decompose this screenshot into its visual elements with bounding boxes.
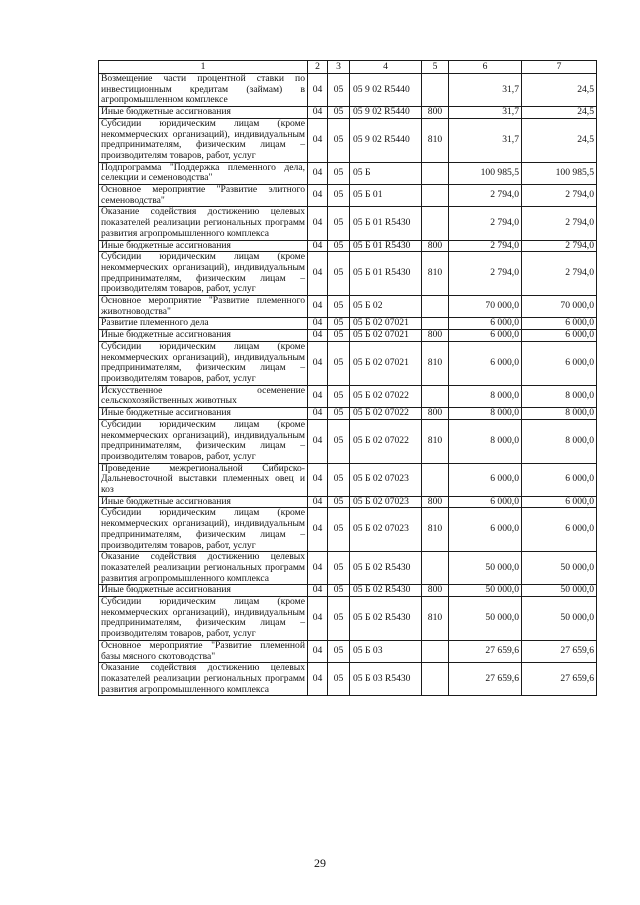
amount-col7-cell: 27 659,6 bbox=[522, 640, 597, 662]
subsection-code-cell: 05 bbox=[328, 252, 350, 296]
amount-col7-cell: 8 000,0 bbox=[522, 419, 597, 463]
target-article-cell: 05 Б 02 R5430 bbox=[350, 552, 422, 585]
amount-col7-cell: 50 000,0 bbox=[522, 597, 597, 641]
section-code-cell: 04 bbox=[308, 252, 328, 296]
table-row bbox=[99, 162, 597, 184]
target-article-cell: 05 Б 02 bbox=[350, 296, 422, 318]
table-row bbox=[99, 296, 597, 318]
table-row bbox=[99, 74, 597, 107]
row-name-cell: Основное мероприятие "Развитие племенной базы мясного скотоводства" bbox=[99, 640, 308, 662]
table-row bbox=[99, 508, 597, 552]
amount-col6-cell: 31,7 bbox=[449, 74, 522, 107]
subsection-code-cell: 05 bbox=[328, 419, 350, 463]
expense-type-cell bbox=[422, 185, 449, 207]
expense-type-cell bbox=[422, 552, 449, 585]
row-name-cell: Субсидии юридическим лицам (кроме некоммерческих организаций), индивидуальным предпринимателям, физическим лицам – производителям товаров, работ, услуг bbox=[99, 341, 308, 385]
expense-type-cell bbox=[422, 385, 449, 407]
expense-type-cell bbox=[422, 463, 449, 496]
subsection-code-cell: 05 bbox=[328, 597, 350, 641]
expense-type-cell bbox=[422, 663, 449, 696]
subsection-code-cell: 05 bbox=[328, 318, 350, 330]
section-code-cell: 04 bbox=[308, 207, 328, 240]
amount-col6-cell: 100 985,5 bbox=[449, 162, 522, 184]
target-article-cell: 05 Б 01 R5430 bbox=[350, 207, 422, 240]
budget-allocation-table bbox=[98, 60, 597, 696]
amount-col7-cell: 6 000,0 bbox=[522, 496, 597, 508]
amount-col7-cell: 2 794,0 bbox=[522, 185, 597, 207]
row-name-cell: Оказание содействия достижению целевых показателей реализации региональных программ развития агропромышленного комплекса bbox=[99, 663, 308, 696]
expense-type-cell: 800 bbox=[422, 330, 449, 342]
table-row bbox=[99, 597, 597, 641]
subsection-code-cell: 05 bbox=[328, 463, 350, 496]
expense-type-cell bbox=[422, 162, 449, 184]
row-name-cell: Оказание содействия достижению целевых показателей реализации региональных программ развития агропромышленного комплекса bbox=[99, 207, 308, 240]
table-row bbox=[99, 252, 597, 296]
target-article-cell: 05 9 02 R5440 bbox=[350, 74, 422, 107]
expense-type-cell: 810 bbox=[422, 252, 449, 296]
expense-type-cell: 800 bbox=[422, 585, 449, 597]
target-article-cell: 05 9 02 R5440 bbox=[350, 107, 422, 119]
subsection-code-cell: 05 bbox=[328, 408, 350, 420]
target-article-cell: 05 Б 02 07021 bbox=[350, 318, 422, 330]
amount-col7-cell: 2 794,0 bbox=[522, 207, 597, 240]
column-header-4: 4 bbox=[350, 61, 422, 74]
target-article-cell: 05 Б 01 R5430 bbox=[350, 252, 422, 296]
amount-col6-cell: 31,7 bbox=[449, 107, 522, 119]
subsection-code-cell: 05 bbox=[328, 640, 350, 662]
row-name-cell: Иные бюджетные ассигнования bbox=[99, 408, 308, 420]
row-name-cell: Иные бюджетные ассигнования bbox=[99, 585, 308, 597]
amount-col6-cell: 8 000,0 bbox=[449, 408, 522, 420]
subsection-code-cell: 05 bbox=[328, 185, 350, 207]
table-row bbox=[99, 118, 597, 162]
subsection-code-cell: 05 bbox=[328, 118, 350, 162]
subsection-code-cell: 05 bbox=[328, 296, 350, 318]
amount-col6-cell: 2 794,0 bbox=[449, 240, 522, 252]
amount-col7-cell: 8 000,0 bbox=[522, 408, 597, 420]
expense-type-cell bbox=[422, 640, 449, 662]
amount-col6-cell: 6 000,0 bbox=[449, 508, 522, 552]
row-name-cell: Иные бюджетные ассигнования bbox=[99, 107, 308, 119]
target-article-cell: 05 Б 01 R5430 bbox=[350, 240, 422, 252]
section-code-cell: 04 bbox=[308, 318, 328, 330]
amount-col6-cell: 27 659,6 bbox=[449, 663, 522, 696]
table-row bbox=[99, 385, 597, 407]
section-code-cell: 04 bbox=[308, 107, 328, 119]
section-code-cell: 04 bbox=[308, 162, 328, 184]
section-code-cell: 04 bbox=[308, 185, 328, 207]
expense-type-cell: 810 bbox=[422, 419, 449, 463]
table-row bbox=[99, 496, 597, 508]
table-row bbox=[99, 330, 597, 342]
amount-col6-cell: 50 000,0 bbox=[449, 552, 522, 585]
table-row bbox=[99, 419, 597, 463]
table-row bbox=[99, 585, 597, 597]
amount-col7-cell: 2 794,0 bbox=[522, 252, 597, 296]
table-row bbox=[99, 240, 597, 252]
amount-col7-cell: 24,5 bbox=[522, 107, 597, 119]
column-header-5: 5 bbox=[422, 61, 449, 74]
amount-col7-cell: 6 000,0 bbox=[522, 318, 597, 330]
expense-type-cell: 800 bbox=[422, 496, 449, 508]
row-name-cell: Основное мероприятие "Развитие племенного животноводства" bbox=[99, 296, 308, 318]
target-article-cell: 05 Б 02 07022 bbox=[350, 419, 422, 463]
table-body bbox=[99, 74, 597, 696]
section-code-cell: 04 bbox=[308, 74, 328, 107]
table-row bbox=[99, 341, 597, 385]
row-name-cell: Возмещение части процентной ставки по инвестиционным кредитам (займам) в агропромышленном комплексе bbox=[99, 74, 308, 107]
row-name-cell: Иные бюджетные ассигнования bbox=[99, 240, 308, 252]
row-name-cell: Иные бюджетные ассигнования bbox=[99, 496, 308, 508]
section-code-cell: 04 bbox=[308, 408, 328, 420]
column-header-3: 3 bbox=[328, 61, 350, 74]
section-code-cell: 04 bbox=[308, 296, 328, 318]
section-code-cell: 04 bbox=[308, 341, 328, 385]
row-name-cell: Субсидии юридическим лицам (кроме некоммерческих организаций), индивидуальным предпринимателям, физическим лицам – производителям товаров, работ, услуг bbox=[99, 508, 308, 552]
expense-type-cell: 810 bbox=[422, 597, 449, 641]
target-article-cell: 05 Б 02 07023 bbox=[350, 496, 422, 508]
expense-type-cell: 810 bbox=[422, 118, 449, 162]
amount-col6-cell: 2 794,0 bbox=[449, 207, 522, 240]
amount-col7-cell: 6 000,0 bbox=[522, 330, 597, 342]
target-article-cell: 05 Б 02 R5430 bbox=[350, 585, 422, 597]
row-name-cell: Искусственное осеменение сельскохозяйственных животных bbox=[99, 385, 308, 407]
expense-type-cell: 810 bbox=[422, 341, 449, 385]
target-article-cell: 05 Б 02 07023 bbox=[350, 463, 422, 496]
page-number: 29 bbox=[314, 856, 326, 870]
subsection-code-cell: 05 bbox=[328, 496, 350, 508]
amount-col6-cell: 6 000,0 bbox=[449, 318, 522, 330]
target-article-cell: 05 Б 03 R5430 bbox=[350, 663, 422, 696]
target-article-cell: 05 Б 02 R5430 bbox=[350, 597, 422, 641]
section-code-cell: 04 bbox=[308, 552, 328, 585]
table-row bbox=[99, 640, 597, 662]
amount-col6-cell: 50 000,0 bbox=[449, 597, 522, 641]
subsection-code-cell: 05 bbox=[328, 663, 350, 696]
section-code-cell: 04 bbox=[308, 419, 328, 463]
amount-col6-cell: 2 794,0 bbox=[449, 185, 522, 207]
section-code-cell: 04 bbox=[308, 663, 328, 696]
amount-col7-cell: 50 000,0 bbox=[522, 585, 597, 597]
amount-col6-cell: 6 000,0 bbox=[449, 330, 522, 342]
row-name-cell: Субсидии юридическим лицам (кроме некоммерческих организаций), индивидуальным предпринимателям, физическим лицам – производителям товаров, работ, услуг bbox=[99, 419, 308, 463]
target-article-cell: 05 Б 02 07023 bbox=[350, 508, 422, 552]
section-code-cell: 04 bbox=[308, 385, 328, 407]
amount-col6-cell: 70 000,0 bbox=[449, 296, 522, 318]
target-article-cell: 05 Б 03 bbox=[350, 640, 422, 662]
subsection-code-cell: 05 bbox=[328, 552, 350, 585]
subsection-code-cell: 05 bbox=[328, 240, 350, 252]
target-article-cell: 05 9 02 R5440 bbox=[350, 118, 422, 162]
row-name-cell: Подпрограмма "Поддержка племенного дела, селекции и семеноводства" bbox=[99, 162, 308, 184]
row-name-cell: Основное мероприятие "Развитие элитного семеноводства" bbox=[99, 185, 308, 207]
table-row bbox=[99, 185, 597, 207]
row-name-cell: Проведение межрегиональной Сибирско-Дальневосточной выставки племенных овец и коз bbox=[99, 463, 308, 496]
expense-type-cell: 810 bbox=[422, 508, 449, 552]
subsection-code-cell: 05 bbox=[328, 330, 350, 342]
amount-col6-cell: 27 659,6 bbox=[449, 640, 522, 662]
amount-col7-cell: 2 794,0 bbox=[522, 240, 597, 252]
table-row bbox=[99, 663, 597, 696]
column-header-6: 6 bbox=[449, 61, 522, 74]
section-code-cell: 04 bbox=[308, 463, 328, 496]
target-article-cell: 05 Б 01 bbox=[350, 185, 422, 207]
subsection-code-cell: 05 bbox=[328, 162, 350, 184]
amount-col6-cell: 8 000,0 bbox=[449, 385, 522, 407]
amount-col6-cell: 8 000,0 bbox=[449, 419, 522, 463]
row-name-cell: Субсидии юридическим лицам (кроме некоммерческих организаций), индивидуальным предпринимателям, физическим лицам – производителям товаров, работ, услуг bbox=[99, 118, 308, 162]
amount-col6-cell: 6 000,0 bbox=[449, 496, 522, 508]
table-row bbox=[99, 463, 597, 496]
expense-type-cell bbox=[422, 296, 449, 318]
amount-col6-cell: 2 794,0 bbox=[449, 252, 522, 296]
section-code-cell: 04 bbox=[308, 240, 328, 252]
amount-col6-cell: 6 000,0 bbox=[449, 341, 522, 385]
section-code-cell: 04 bbox=[308, 640, 328, 662]
amount-col7-cell: 50 000,0 bbox=[522, 552, 597, 585]
row-name-cell: Субсидии юридическим лицам (кроме некоммерческих организаций), индивидуальным предпринимателям, физическим лицам – производителям товаров, работ, услуг bbox=[99, 252, 308, 296]
subsection-code-cell: 05 bbox=[328, 207, 350, 240]
row-name-cell: Развитие племенного дела bbox=[99, 318, 308, 330]
target-article-cell: 05 Б 02 07022 bbox=[350, 408, 422, 420]
section-code-cell: 04 bbox=[308, 585, 328, 597]
amount-col7-cell: 8 000,0 bbox=[522, 385, 597, 407]
expense-type-cell bbox=[422, 318, 449, 330]
amount-col6-cell: 31,7 bbox=[449, 118, 522, 162]
amount-col7-cell: 6 000,0 bbox=[522, 463, 597, 496]
expense-type-cell: 800 bbox=[422, 408, 449, 420]
amount-col7-cell: 6 000,0 bbox=[522, 341, 597, 385]
table-row bbox=[99, 207, 597, 240]
row-name-cell: Субсидии юридическим лицам (кроме некоммерческих организаций), индивидуальным предпринимателям, физическим лицам – производителям товаров, работ, услуг bbox=[99, 597, 308, 641]
target-article-cell: 05 Б 02 07022 bbox=[350, 385, 422, 407]
budget-table-sheet bbox=[98, 60, 596, 696]
amount-col7-cell: 6 000,0 bbox=[522, 508, 597, 552]
expense-type-cell: 800 bbox=[422, 107, 449, 119]
amount-col7-cell: 100 985,5 bbox=[522, 162, 597, 184]
column-header-2: 2 bbox=[308, 61, 328, 74]
table-row bbox=[99, 408, 597, 420]
section-code-cell: 04 bbox=[308, 508, 328, 552]
expense-type-cell bbox=[422, 74, 449, 107]
amount-col7-cell: 70 000,0 bbox=[522, 296, 597, 318]
section-code-cell: 04 bbox=[308, 597, 328, 641]
column-header-7: 7 bbox=[522, 61, 597, 74]
subsection-code-cell: 05 bbox=[328, 508, 350, 552]
table-row bbox=[99, 552, 597, 585]
amount-col6-cell: 6 000,0 bbox=[449, 463, 522, 496]
subsection-code-cell: 05 bbox=[328, 585, 350, 597]
amount-col7-cell: 24,5 bbox=[522, 118, 597, 162]
section-code-cell: 04 bbox=[308, 330, 328, 342]
table-row bbox=[99, 318, 597, 330]
subsection-code-cell: 05 bbox=[328, 74, 350, 107]
subsection-code-cell: 05 bbox=[328, 385, 350, 407]
amount-col7-cell: 27 659,6 bbox=[522, 663, 597, 696]
table-row bbox=[99, 107, 597, 119]
target-article-cell: 05 Б bbox=[350, 162, 422, 184]
subsection-code-cell: 05 bbox=[328, 341, 350, 385]
column-number-header-row bbox=[99, 61, 597, 74]
amount-col7-cell: 24,5 bbox=[522, 74, 597, 107]
row-name-cell: Оказание содействия достижению целевых показателей реализации региональных программ развития агропромышленного комплекса bbox=[99, 552, 308, 585]
column-header-1: 1 bbox=[99, 61, 308, 74]
row-name-cell: Иные бюджетные ассигнования bbox=[99, 330, 308, 342]
target-article-cell: 05 Б 02 07021 bbox=[350, 341, 422, 385]
section-code-cell: 04 bbox=[308, 496, 328, 508]
expense-type-cell bbox=[422, 207, 449, 240]
expense-type-cell: 800 bbox=[422, 240, 449, 252]
subsection-code-cell: 05 bbox=[328, 107, 350, 119]
section-code-cell: 04 bbox=[308, 118, 328, 162]
target-article-cell: 05 Б 02 07021 bbox=[350, 330, 422, 342]
amount-col6-cell: 50 000,0 bbox=[449, 585, 522, 597]
